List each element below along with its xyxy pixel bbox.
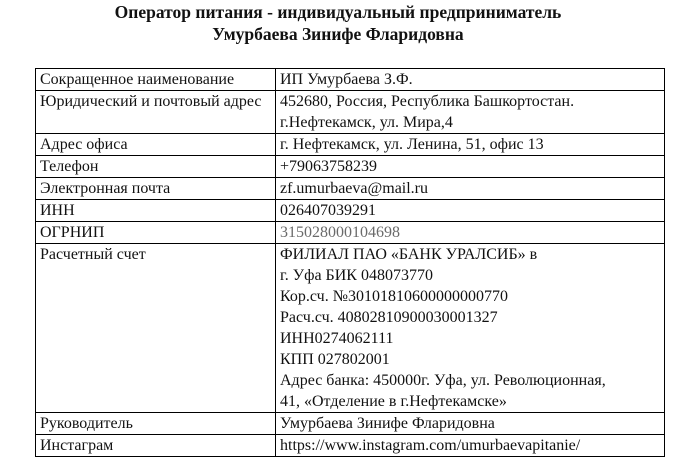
row-value: г. Нефтекамск, ул. Ленина, 51, офис 13 bbox=[276, 134, 665, 156]
row-value: Умурбаева Зинифе Фларидовна bbox=[276, 413, 665, 435]
row-label: ОГРНИП bbox=[36, 222, 276, 244]
document-title-line2: Умурбаева Зинифе Фларидовна bbox=[212, 24, 464, 44]
row-label: Руководитель bbox=[36, 413, 276, 435]
table-row-director bbox=[36, 413, 665, 435]
value-line: Расч.сч. 40802810900030001327 bbox=[280, 309, 498, 326]
row-label: Инстаграм bbox=[36, 435, 276, 457]
requisites-table bbox=[35, 68, 665, 457]
row-value: ИП Умурбаева З.Ф. bbox=[276, 69, 665, 91]
value-line: Адрес банка: 450000г. Уфа, ул. Революционная, bbox=[280, 372, 606, 389]
table-row-phone bbox=[36, 156, 665, 178]
value-line: 41, «Отделение в г.Нефтекамске» bbox=[280, 393, 507, 410]
row-label: Телефон bbox=[36, 156, 276, 178]
value-line: ФИЛИАЛ ПАО «БАНК УРАЛСИБ» в bbox=[280, 246, 538, 263]
row-label: Юридический и почтовый адрес bbox=[36, 91, 276, 134]
value-line: г.Нефтекамск, ул. Мира,4 bbox=[280, 114, 453, 131]
value-line: 452680, Россия, Республика Башкортостан. bbox=[280, 93, 575, 110]
row-value: +79063758239 bbox=[276, 156, 665, 178]
row-value: 026407039291 bbox=[276, 200, 665, 222]
row-label: Адрес офиса bbox=[36, 134, 276, 156]
row-label: Расчетный счет bbox=[36, 244, 276, 413]
table-row-office-address bbox=[36, 134, 665, 156]
value-line: ИНН0274062111 bbox=[280, 330, 394, 347]
row-value: 315028000104698 bbox=[276, 222, 665, 244]
document-title-line1: Оператор питания - индивидуальный предприниматель bbox=[114, 2, 562, 22]
table-row-bank-account bbox=[36, 244, 665, 413]
value-line: Кор.сч. №30101810600000000770 bbox=[280, 288, 508, 305]
row-label: Сокращенное наименование bbox=[36, 69, 276, 91]
row-label: ИНН bbox=[36, 200, 276, 222]
row-value: zf.umurbaeva@mail.ru bbox=[276, 178, 665, 200]
row-value bbox=[276, 91, 665, 134]
table-row-inn bbox=[36, 200, 665, 222]
value-line: КПП 027802001 bbox=[280, 351, 390, 368]
table-row-email bbox=[36, 178, 665, 200]
table-row-short-name bbox=[36, 69, 665, 91]
value-line: г. Уфа БИК 048073770 bbox=[280, 267, 433, 284]
table-row-ogrnip bbox=[36, 222, 665, 244]
table-row-legal-address bbox=[36, 91, 665, 134]
row-label: Электронная почта bbox=[36, 178, 276, 200]
row-value bbox=[276, 244, 665, 413]
instagram-link[interactable]: https://www.instagram.com/umurbaevapitanie/ bbox=[276, 435, 665, 457]
table-row-instagram bbox=[36, 435, 665, 457]
